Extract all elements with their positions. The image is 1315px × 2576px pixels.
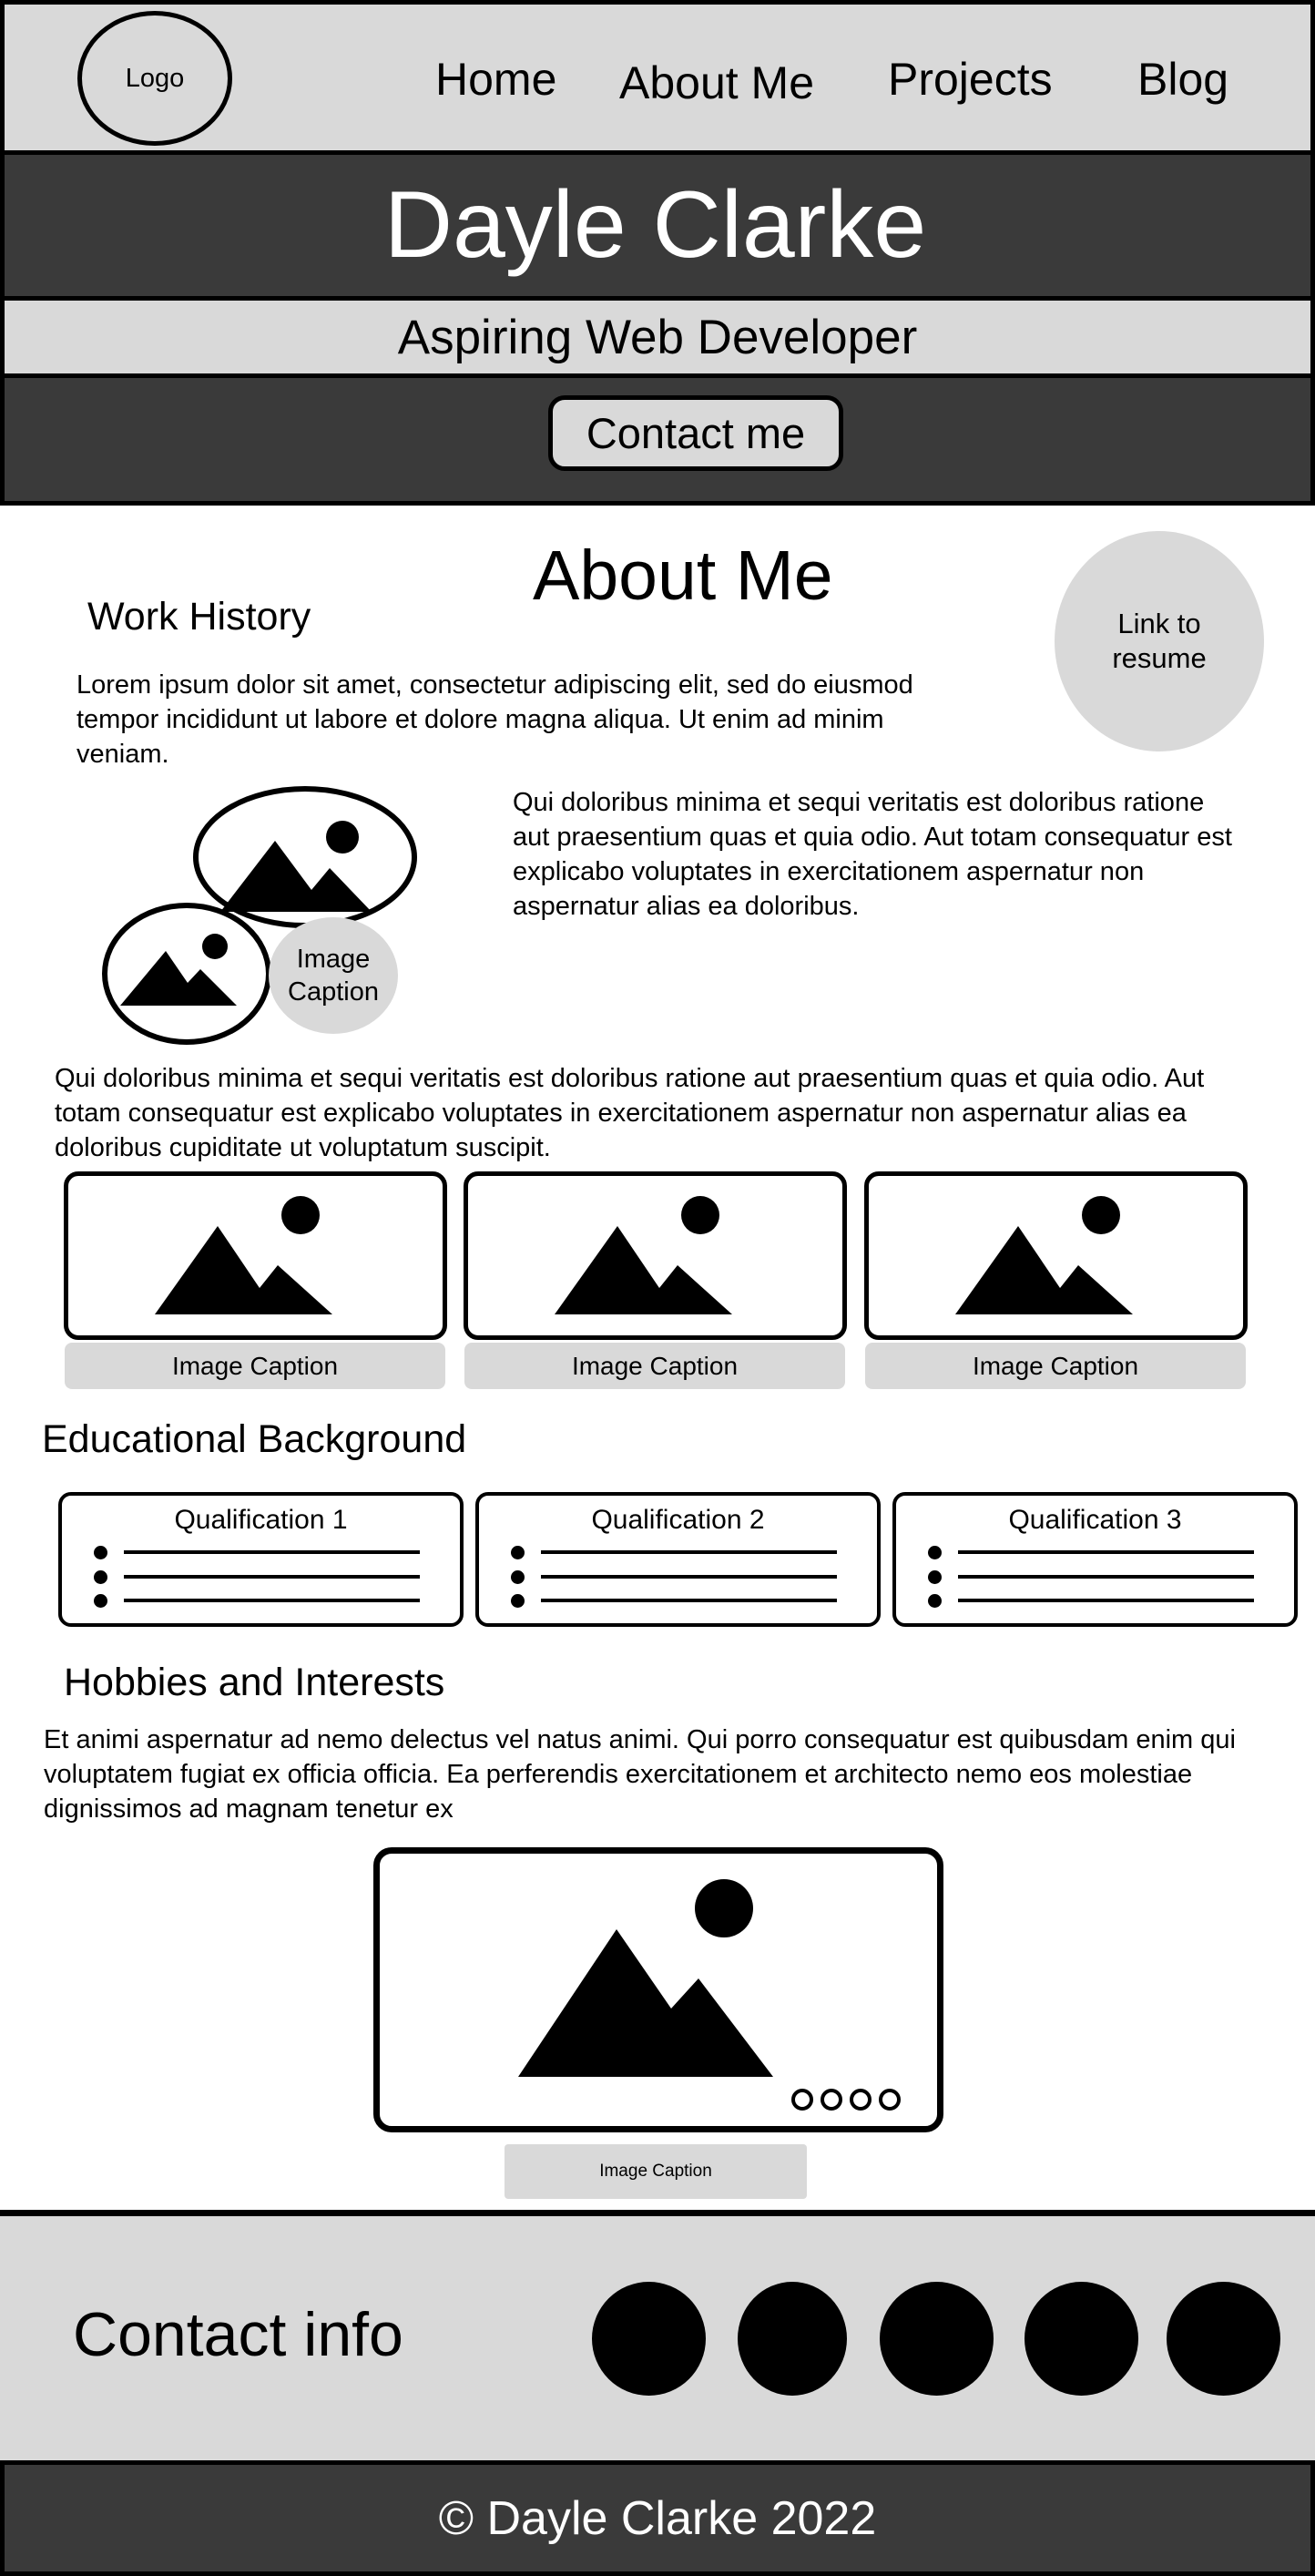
bullet-icon — [511, 1570, 525, 1584]
intro-text: Lorem ipsum dolor sit amet, consectetur adipiscing elit, sed do eiusmod tempor incididunt ut labore et dolore magna aliqua. Ut enim ad minim veniam. — [76, 670, 913, 769]
social-icon-4[interactable] — [1024, 2282, 1138, 2396]
nav-about-me[interactable]: About Me — [619, 57, 815, 108]
hero-name-band — [0, 150, 1315, 301]
bullet-icon — [928, 1570, 942, 1584]
carousel-dot-3[interactable] — [850, 2089, 872, 2111]
text-line — [124, 1599, 420, 1602]
social-icon-3[interactable] — [880, 2282, 994, 2396]
carousel-caption-label: Image Caption — [599, 2162, 712, 2181]
text-line — [958, 1550, 1254, 1554]
gallery-image-2 — [464, 1171, 847, 1340]
hero-name: Dayle Clarke — [383, 172, 927, 278]
hero-tagline: Aspiring Web Developer — [397, 310, 918, 364]
bullet-icon — [928, 1546, 942, 1559]
gallery-caption-3 — [865, 1343, 1246, 1389]
gallery-caption-3-label: Image Caption — [972, 1352, 1139, 1380]
nav-home[interactable]: Home — [435, 54, 557, 105]
contact-me-label: Contact me — [586, 409, 806, 457]
carousel-dot-4[interactable] — [879, 2089, 901, 2111]
qualification-title-1: Qualification 1 — [174, 1505, 348, 1535]
collage-caption — [269, 917, 398, 1034]
qualification-title-2: Qualification 2 — [591, 1505, 765, 1535]
wide-text: Qui doloribus minima et sequi veritatis est doloribus ratione aut praesentium quas et quia odio. Aut totam consequatur est explicabo voluptates in exercitationem aspernatur non aspernatur alias ea doloribus cupiditate ut voluptatum suscipit. — [55, 1064, 1205, 1162]
contact-me-button[interactable] — [548, 395, 843, 471]
work-history-heading: Work History — [87, 595, 311, 639]
text-line — [958, 1575, 1254, 1579]
bullet-icon — [928, 1594, 942, 1608]
text-line — [124, 1575, 420, 1579]
logo[interactable] — [77, 11, 232, 146]
gallery-caption-1 — [65, 1343, 445, 1389]
gallery-caption-1-label: Image Caption — [171, 1352, 339, 1380]
qualification-title-3: Qualification 3 — [1008, 1505, 1182, 1535]
bullet-icon — [511, 1546, 525, 1559]
carousel-dot-2[interactable] — [821, 2089, 842, 2111]
qualification-card-3 — [892, 1492, 1298, 1627]
social-icon-1[interactable] — [592, 2282, 706, 2396]
text-line — [958, 1599, 1254, 1602]
gallery-caption-2 — [464, 1343, 845, 1389]
copyright-text: © Dayle Clarke 2022 — [438, 2491, 877, 2545]
text-line — [541, 1575, 837, 1579]
qualification-card-1 — [58, 1492, 464, 1627]
text-line — [541, 1599, 837, 1602]
social-icon-5[interactable] — [1167, 2282, 1280, 2396]
carousel-dot-1[interactable] — [791, 2089, 813, 2111]
bullet-icon — [94, 1594, 107, 1608]
gallery-image-3 — [864, 1171, 1248, 1340]
carousel-caption — [505, 2144, 807, 2199]
logo-label: Logo — [125, 63, 185, 93]
bullet-icon — [511, 1594, 525, 1608]
bullet-icon — [94, 1570, 107, 1584]
education-heading: Educational Background — [42, 1417, 467, 1461]
hobbies-heading: Hobbies and Interests — [64, 1661, 445, 1704]
collage-caption-label: Image Caption — [288, 945, 379, 1007]
side-text: Qui doloribus minima et sequi veritatis est doloribus ratione aut praesentium quas et quia odio. Aut totam consequatur est explicabo voluptates in exercitationem aspernatur non aspernatur alias ea doloribus. — [513, 788, 1232, 921]
hero-tagline-band — [0, 296, 1315, 378]
social-icon-2[interactable] — [738, 2282, 847, 2396]
resume-link-label: Link to resume — [1112, 608, 1207, 674]
text-line — [541, 1550, 837, 1554]
about-title: About Me — [533, 537, 833, 615]
text-line — [124, 1550, 420, 1554]
carousel-image[interactable] — [373, 1847, 943, 2132]
gallery-caption-2-label: Image Caption — [571, 1352, 739, 1380]
nav-projects[interactable]: Projects — [888, 54, 1053, 105]
resume-link[interactable] — [1055, 531, 1264, 751]
qualification-card-2 — [475, 1492, 881, 1627]
contact-info-heading: Contact info — [73, 2300, 403, 2369]
nav-blog[interactable]: Blog — [1137, 54, 1229, 105]
collage-image-small — [100, 901, 273, 1047]
hobbies-text: Et animi aspernatur ad nemo delectus vel natus animi. Qui porro consequatur est quibusdam enim qui voluptatem fugiat ex officia officia. Ea perferendis exercitationem et architecto nemo eos molestiae dignissimos ad magnam tenetur ex — [44, 1725, 1236, 1824]
copyright-bar — [0, 2460, 1315, 2576]
gallery-image-1 — [64, 1171, 447, 1340]
bullet-icon — [94, 1546, 107, 1559]
